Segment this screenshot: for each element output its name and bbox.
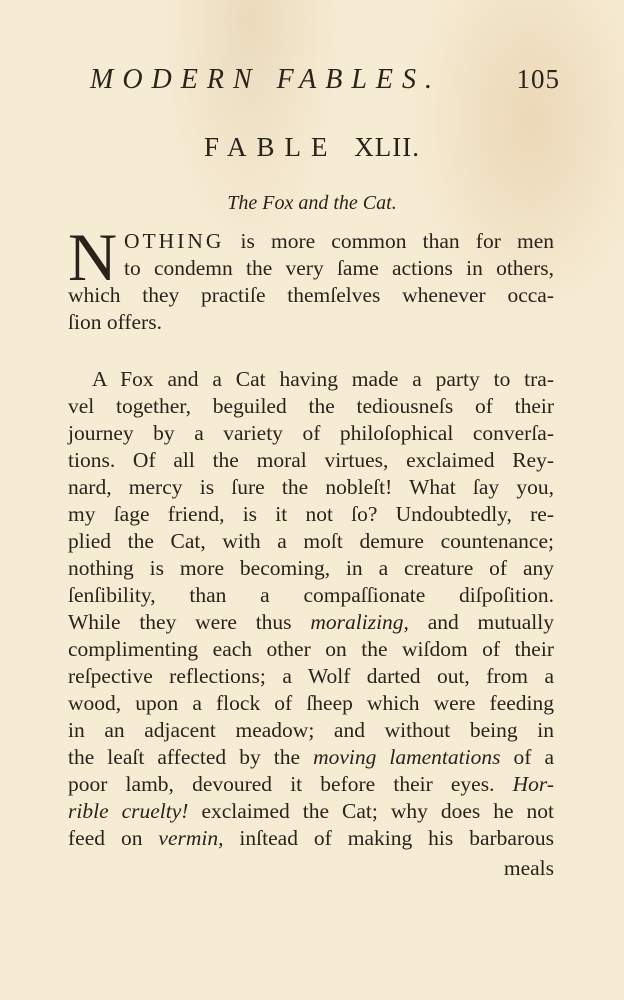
fable-heading [0, 132, 624, 163]
catchword: meals [503, 856, 554, 880]
text-line: ſenſibility, than a compaſſionate diſpoſition. [68, 583, 554, 607]
text-line: feed on vermin, inſtead of making his barbarous [68, 826, 554, 850]
fable-number: XLII. [354, 132, 420, 162]
text-line: reſpective reflections; a Wolf darted out, from a [68, 664, 554, 688]
text-line: rible cruelty! exclaimed the Cat; why does he not [68, 799, 554, 823]
drop-cap: N [68, 219, 118, 295]
text-line: plied the Cat, with a moſt demure countenance; [68, 529, 554, 553]
text-line: journey by a variety of philoſophical converſa- [68, 421, 554, 445]
text-line: complimenting each other on the wiſdom of their [68, 637, 554, 661]
page-number: 105 [516, 64, 560, 94]
text-line: the leaſt affected by the moving lamentations of a [68, 745, 555, 769]
text-line: poor lamb, devoured it before their eyes. Hor- [68, 772, 554, 796]
fable-paragraph [68, 366, 554, 852]
text-line: in an adjacent meadow; and without being in [68, 718, 554, 742]
text-line: nothing is more becoming, in a creature of any [68, 556, 554, 580]
text-line: which they practiſe themſelves whenever occa- [68, 283, 554, 307]
fable-subtitle: The Fox and the Cat. [227, 192, 397, 214]
text-line: While they were thus moralizing, and mutually [68, 610, 554, 634]
text-line: A Fox and a Cat having made a party to tra- [92, 367, 554, 391]
text-line: wood, upon a flock of ſheep which were feeding [68, 691, 554, 715]
running-head-title: MODERN FABLES. [90, 64, 442, 95]
text-line: tions. Of all the moral virtues, exclaimed Rey- [68, 448, 554, 472]
text-line: OTHING is more common than for men [124, 229, 554, 253]
text-line: my ſage friend, is it not ſo? Undoubtedly, re- [68, 502, 554, 526]
text-line: vel together, beguiled the tediousneſs of their [68, 394, 554, 418]
fable-label: FABLE [204, 132, 338, 162]
moral-paragraph [68, 219, 554, 336]
text-line: ſion offers. [68, 310, 162, 334]
text-line: nard, mercy is ſure the nobleſt! What ſay you, [68, 475, 554, 499]
running-head [90, 64, 560, 104]
text-line: to condemn the very ſame actions in others, [124, 256, 554, 280]
